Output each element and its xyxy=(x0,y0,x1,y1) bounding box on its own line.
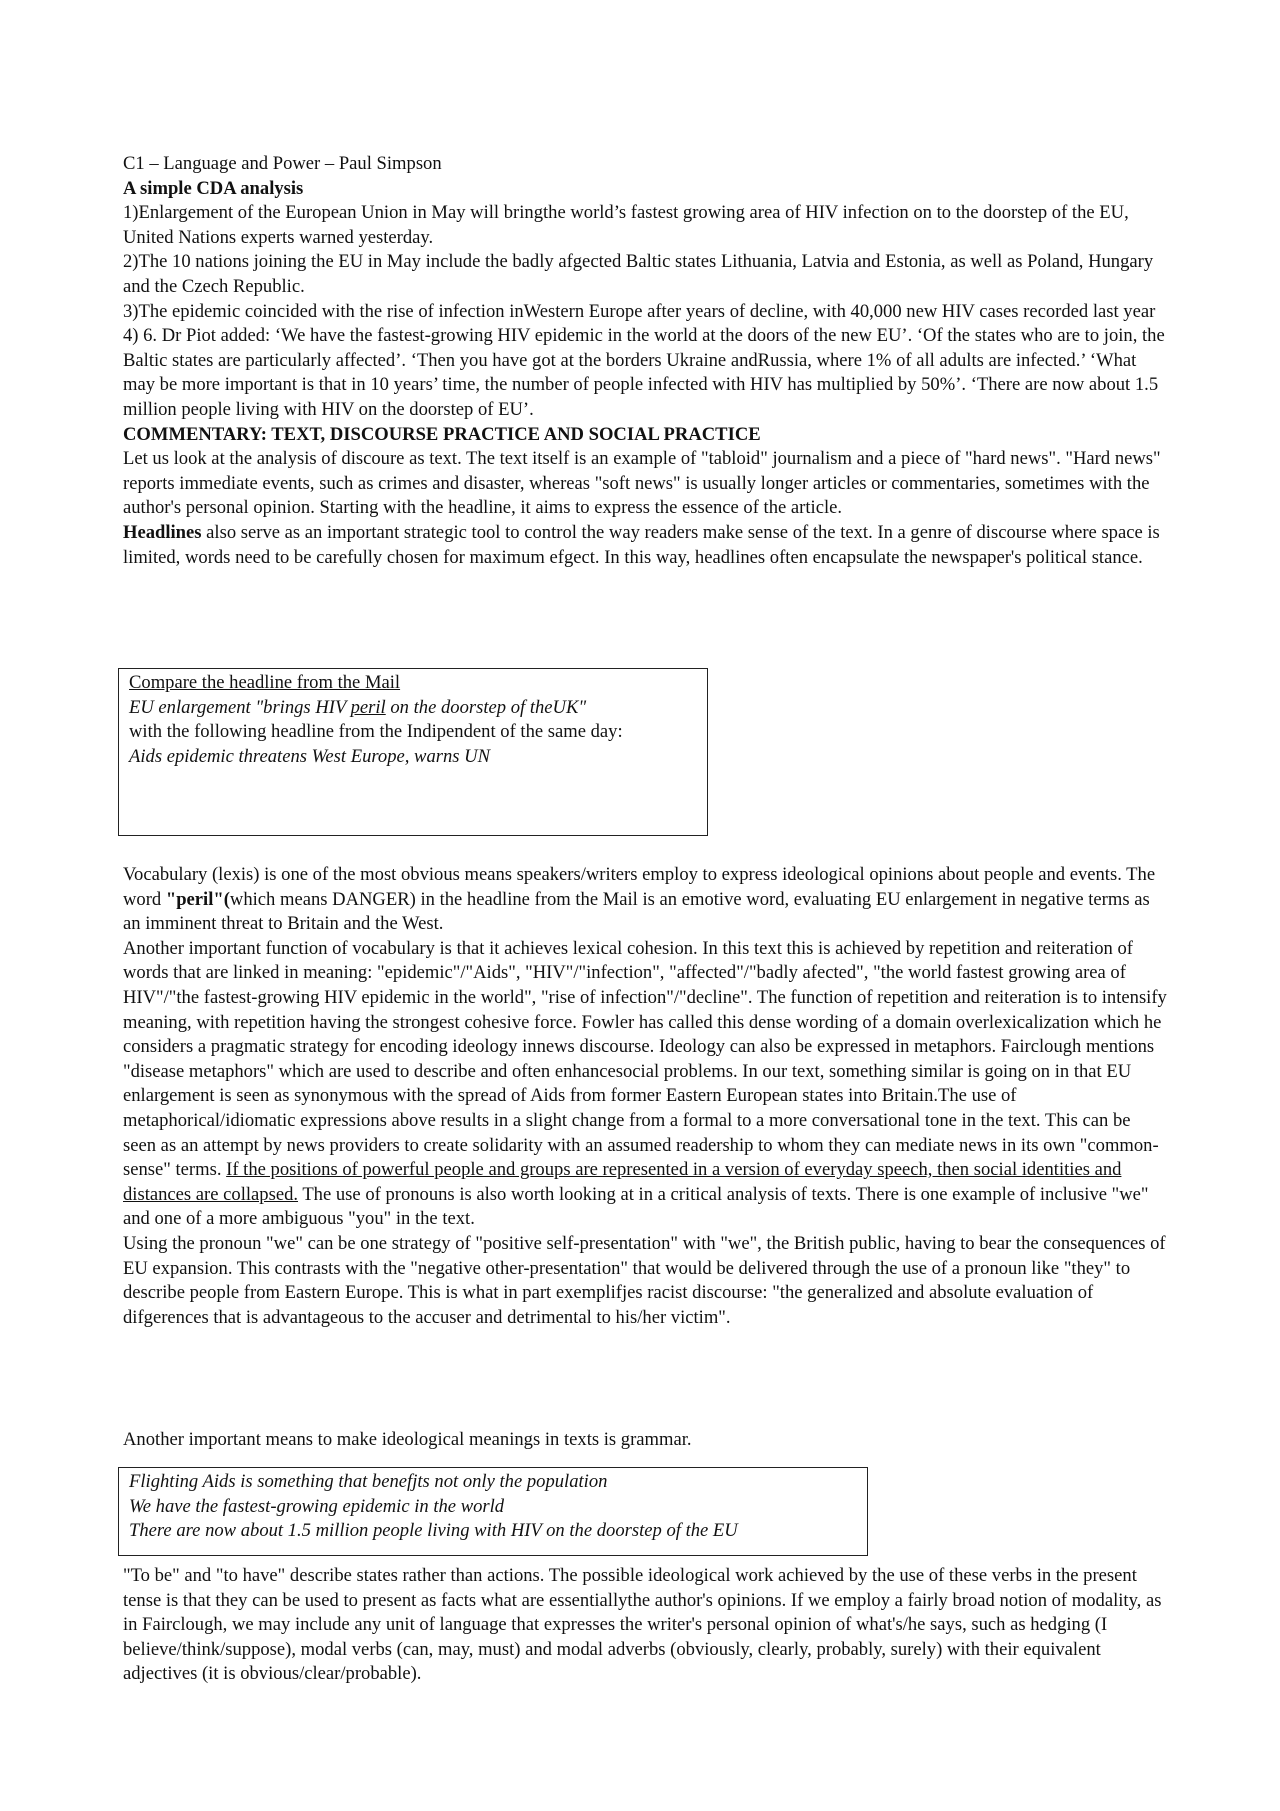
vocabulary-p2-text-a: Another important function of vocabulary is that it achieves lexical cohesion. In this text this is achieved by repetition and reiteration of words that are linked in meaning: "epidemic"/"Aids", "HIV"/"infection", "affected"/"badly afected", "the world fastest growing area of HIV"/"the fastest-growing HIV epidemic in the world", "rise of infection"/"decline". The function of repetition and reiteration is to intensify meaning, with repetition having the strongest cohesive force. Fowler has called this dense wording of a domain overlexicalization which he considers a pragmatic strategy for encoding ideology innews discourse. Ideology can also be expressed in metaphors. Fairclough mentions "disease metaphors" which are used to describe and often enhancesocial problems. In our text, something similar is going on in that EU enlargement is seen as synonymous with the spread of Aids from former Eastern European states into Britain.The use of metaphorical/idiomatic expressions above results in a slight change from a formal to a more conversational tone in the text. This can be seen as an attempt by news providers to create solidarity with an assumed readership to whom they can mediate news in its own "common-sense" terms. xyxy=(123,937,1167,1181)
document-top xyxy=(123,152,1168,570)
vocabulary-p1-text-a: Vocabulary (lexis) is one of the most obvious means speakers/writers employ to express ideological opinions about people and events. The word xyxy=(123,864,1156,910)
vocabulary-underlined-sentence: If the positions of powerful people and groups are represented in a version of everyday speech, then social identities and distances are collapsed. xyxy=(123,1159,1122,1205)
mail-headline-part-2: on the doorstep of theUK" xyxy=(385,696,587,718)
article-paragraph-3: 3)The epidemic coincided with the rise of infection inWestern Europe after years of decline, with 40,000 new HIV cases recorded last year xyxy=(123,300,1156,322)
modality-paragraph: "To be" and "to have" describe states rather than actions. The possible ideological work achieved by the use of these verbs in the present tense is that they can be used to present as facts what are essentiallythe author's opinions. If we employ a fairly broad notion of modality, as in Fairclough, we may include any unit of language that expresses the writer's personal opinion of what's/he says, such as hedging (I believe/think/suppose), modal verbs (can, may, must) and modal adverbs (obviously, clearly, probably, surely) with their equivalent adjectives (it is obvious/clear/probable). xyxy=(123,1565,1162,1685)
article-paragraph-1: 1)Enlargement of the European Union in May will bringthe world’s fastest growing area of HIV infection on to the doorstep of the EU, United Nations experts warned yesterday. xyxy=(123,202,1129,248)
grammar-example-1: Flighting Aids is something that benefjts not only the population xyxy=(129,1471,608,1492)
vocabulary-p2-text-b: The use of pronouns is also worth looking at in a critical analysis of texts. There is one example of inclusive "we" and one of a more ambiguous "you" in the text. xyxy=(123,1183,1149,1230)
headlines-paragraph xyxy=(123,521,1168,570)
commentary-paragraph-1: Let us look at the analysis of discoure as text. The text itself is an example of "tabloid" journalism and a piece of "hard news". "Hard news" reports immediate events, such as crimes and disaster, whereas "soft news" is usually longer articles or commentaries, sometimes with the author's personal opinion. Starting with the headline, it aims to express the essence of the article. xyxy=(123,448,1161,519)
comparison-intro: Compare the headline from the Mail xyxy=(129,672,401,693)
peril-word: peril xyxy=(350,696,386,718)
vocabulary-section xyxy=(123,863,1168,1330)
grammar-examples-box xyxy=(118,1467,868,1556)
mail-headline xyxy=(129,696,697,721)
mail-headline-part-1: EU enlargement "brings HIV xyxy=(129,696,351,718)
headline-comparison-box xyxy=(118,668,708,836)
independent-headline: Aids epidemic threatens West Europe, warns UN xyxy=(129,745,490,767)
commentary-heading: COMMENTARY: TEXT, DISCOURSE PRACTICE AND SOCIAL PRACTICE xyxy=(123,423,761,445)
vocabulary-p1-text-b: which means DANGER) in the headline from the Mail is an emotive word, evaluating EU enlargement in negative terms as an imminent threat to Britain and the West. xyxy=(123,888,1150,935)
grammar-intro: Another important means to make ideological meanings in texts is grammar. xyxy=(123,1429,692,1450)
comparison-connector: with the following headline from the Indipendent of the same day: xyxy=(129,721,623,743)
course-line: C1 – Language and Power – Paul Simpson xyxy=(123,153,442,174)
document-title: A simple CDA analysis xyxy=(123,177,304,199)
vocabulary-paragraph-2 xyxy=(123,937,1168,1232)
vocabulary-peril-term: "peril"( xyxy=(165,888,230,910)
article-paragraph-2: 2)The 10 nations joining the EU in May include the badly afgected Baltic states Lithuania, Latvia and Estonia, as well as Poland, Hungary and the Czech Republic. xyxy=(123,251,1154,297)
vocabulary-paragraph-3: Using the pronoun "we" can be one strategy of "positive self-presentation" with "we", the British public, having to bear the consequences of EU expansion. This contrasts with the "negative other-presentation" that would be delivered through the use of a pronoun like "they" to describe people from Eastern Europe. This is what in part exemplifjes racist discourse: "the generalized and absolute evaluation of difgerences that is advantageous to the accuser and detrimental to his/her victim". xyxy=(123,1232,1166,1328)
headlines-bold-term: Headlines xyxy=(123,521,202,543)
vocabulary-paragraph-1 xyxy=(123,863,1168,937)
grammar-example-3: There are now about 1.5 million people living with HIV on the doorstep of the EU xyxy=(129,1520,738,1542)
modality-section xyxy=(123,1564,1168,1687)
headlines-paragraph-text: also serve as an important strategic tool to control the way readers make sense of the text. In a genre of discourse where space is limited, words need to be carefully chosen for maximum efgect. In this way, headlines often encapsulate the newspaper's political stance. xyxy=(123,521,1160,568)
article-paragraph-4: 4) 6. Dr Piot added: ‘We have the fastest-growing HIV epidemic in the world at the doors of the new EU’. ‘Of the states who are to join, the Baltic states are particularly affected’. ‘Then you have got at the borders Ukraine andRussia, where 1% of all adults are infected.’ ‘What may be more important is that in 10 years’ time, the number of people infected with HIV has multiplied by 50%’. ‘There are now about 1.5 million people living with HIV on the doorstep of EU’. xyxy=(123,325,1165,420)
grammar-example-2: We have the fastest-growing epidemic in the world xyxy=(129,1495,505,1517)
